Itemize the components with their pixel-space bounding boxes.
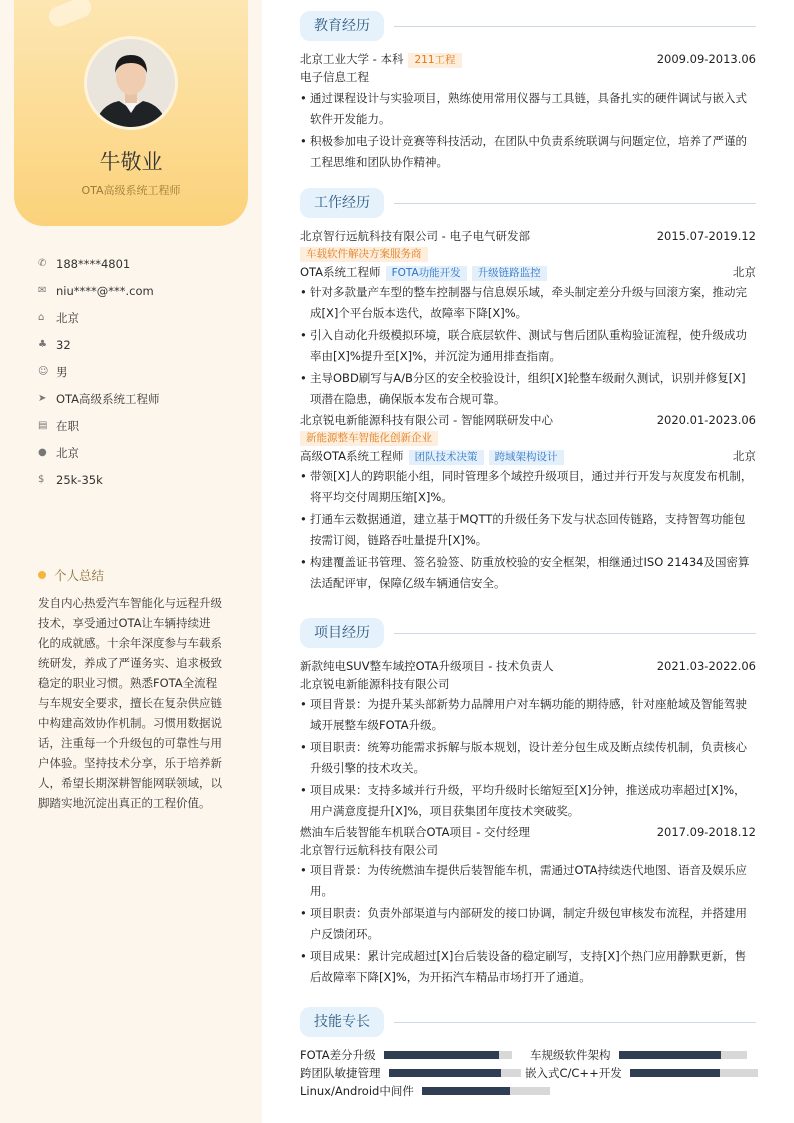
sidebar <box>0 0 262 1123</box>
bullet-item: • 积极参加电子设计竞赛等科技活动，在团队中负责系统联调与问题定位，培养了严谨的工程思维和团队协作精神。 <box>300 131 756 172</box>
info-row <box>38 250 248 277</box>
skill-bar-fill <box>389 1069 501 1077</box>
info-text: 北京 <box>56 445 79 460</box>
role-title: OTA系统工程师 <box>300 264 381 279</box>
job-entry <box>300 227 756 409</box>
job-header <box>300 227 756 245</box>
bullet-item: • 打通车云数据通道，建立基于MQTT的升级任务下发与状态回传链路，支持智驾功能包按需订阅，链路吞吐量提升[X]%。 <box>300 509 756 550</box>
bullet-item: • 通过课程设计与实验项目，熟练使用常用仪器与工具链，具备扎实的硬件调试与嵌入式软件开发能力。 <box>300 88 756 129</box>
skill-tag: 团队技术决策 <box>409 450 484 465</box>
info-row <box>38 358 248 385</box>
home-icon: ⌂ <box>38 312 45 323</box>
skill-bar-fill <box>619 1051 721 1059</box>
project-company: 北京锐电新能源科技有限公司 <box>300 677 450 691</box>
job-entry <box>300 411 756 593</box>
project-company: 北京智行远航科技有限公司 <box>300 843 438 857</box>
section-title: 技能专长 <box>300 1007 384 1037</box>
education-bullets <box>300 88 756 172</box>
bullet-item: • 项目成果：累计完成超过[X]台后装设备的稳定刷写，支持[X]个热门应用静默更新，售后故障率下降[X]%，为开拓汽车精品市场打开了通道。 <box>300 946 756 987</box>
skill-bar-fill <box>384 1051 499 1059</box>
skill-name: 跨团队敏捷管理 <box>300 1066 381 1080</box>
skill-item <box>300 1046 512 1064</box>
bullet-item: • 项目背景：为传统燃油车提供后装智能车机，需通过OTA持续迭代地图、语音及娱乐应用。 <box>300 860 756 901</box>
education-section <box>300 11 756 172</box>
project-name: 燃油车后装智能车机联合OTA项目 - 交付经理 <box>300 825 531 839</box>
company-name: 北京智行远航科技有限公司 - 电子电气研发部 <box>300 229 530 243</box>
info-row <box>38 331 248 358</box>
project-date: 2017.09-2018.12 <box>656 825 756 839</box>
project-entry <box>300 823 756 987</box>
project-name: 新款纯电SUV整车域控OTA升级项目 - 技术负责人 <box>300 659 554 673</box>
avatar <box>84 36 178 130</box>
skill-tag: 升级链路监控 <box>472 266 547 281</box>
bullet-dot-icon <box>38 571 46 579</box>
info-text: niu****@***.com <box>56 283 154 298</box>
info-row <box>38 304 248 331</box>
skill-name: 车规级软件架构 <box>530 1048 611 1062</box>
industry-row <box>300 245 756 263</box>
divider <box>394 1022 756 1023</box>
skill-bar <box>422 1087 550 1095</box>
info-text: 男 <box>56 364 68 379</box>
candidate-name: 牛敬业 <box>99 150 163 174</box>
major: 电子信息工程 <box>300 70 369 84</box>
job-date: 2015.07-2019.12 <box>656 229 756 243</box>
projects-section <box>300 618 756 987</box>
role-row <box>300 447 756 465</box>
section-title: 工作经历 <box>300 188 384 218</box>
bullet-item: • 主导OBD刷写与A/B分区的安全校验设计，组织[X]轮整车级耐久测试，识别并修复[X]项潜在隐患，确保版本发布合规可靠。 <box>300 368 756 409</box>
summary-text: 发自内心热爱汽车智能化与远程升级技术，享受通过OTA让车辆持续进化的成就感。十余年深度参与车载系统研发，养成了严谨务实、追求极致稳定的职业习惯。熟悉FOTA全流程与车规安全要求，擅长在复杂供应链中构建高效协作机制。习惯用数据说话，注重每一个升级包的可靠性与用户体验。坚持技术分享，乐于培养新人，希望长期深耕智能网联领域，以脚踏实地沉淀出真正的工程价值。 <box>38 596 222 810</box>
info-text: 32 <box>56 337 71 352</box>
project-header <box>300 657 756 675</box>
work-section <box>300 188 756 593</box>
bullet-item: • 项目背景：为提升某头部新势力品牌用户对车辆功能的期待感，针对座舱域及智能驾驶域开展整车级FOTA升级。 <box>300 694 756 735</box>
industry-tag: 车载软件解决方案服务商 <box>300 247 428 262</box>
phone-icon: ✆ <box>38 258 47 269</box>
skill-bar <box>630 1069 758 1077</box>
divider <box>394 633 756 634</box>
bullet-item: • 项目职责：统筹功能需求拆解与版本规划，设计差分包生成及断点续传机制，负责核心升级引擎的技术攻关。 <box>300 737 756 778</box>
industry-row <box>300 429 756 447</box>
skill-bar <box>619 1051 747 1059</box>
briefcase-icon: ▤ <box>38 420 48 431</box>
location-icon: ● <box>38 447 47 458</box>
info-row <box>38 466 248 493</box>
job-header <box>300 411 756 429</box>
education-date: 2009.09-2013.06 <box>656 52 756 66</box>
project-header <box>300 823 756 841</box>
skills-section <box>300 1007 756 1037</box>
role-row <box>300 263 756 281</box>
mail-icon: ✉ <box>38 285 47 296</box>
skill-bar <box>389 1069 521 1077</box>
project-entry <box>300 657 756 821</box>
bullet-item: • 项目职责：负责外部渠道与内部研发的接口协调，制定升级包审核发布流程，并搭建用户反馈闭环。 <box>300 903 756 944</box>
candidate-title: OTA高级系统工程师 <box>81 184 181 197</box>
info-text: 在职 <box>56 418 79 433</box>
skill-item <box>300 1082 550 1100</box>
contact-info <box>38 250 248 493</box>
divider <box>394 26 756 27</box>
info-text: 188****4801 <box>56 256 131 271</box>
project-date: 2021.03-2022.06 <box>656 659 756 673</box>
skill-item <box>530 1046 747 1064</box>
skill-bar <box>384 1051 512 1059</box>
skill-bar-fill <box>630 1069 720 1077</box>
decoration-shape <box>46 0 94 30</box>
job-city: 北京 <box>733 449 756 463</box>
skill-tag: 跨域架构设计 <box>489 450 564 465</box>
skill-name: 嵌入式C/C++开发 <box>525 1066 622 1080</box>
job-list <box>300 227 756 593</box>
info-text: 25k-35k <box>56 472 103 487</box>
info-row <box>38 385 248 412</box>
section-title: 项目经历 <box>300 618 384 648</box>
divider <box>394 203 756 204</box>
company-name: 北京锐电新能源科技有限公司 - 智能网联研发中心 <box>300 413 553 427</box>
bullet-item: • 项目成果：支持多域并行升级，平均升级时长缩短至[X]分钟，推送成功率超过[X]%，用户满意度提升[X]%，项目获集团年度技术突破奖。 <box>300 780 756 821</box>
bullet-item: • 引入自动化升级模拟环境，联合底层软件、测试与售后团队重构验证流程，使升级成功率由[X]%提升至[X]%，并沉淀为通用排查指南。 <box>300 325 756 366</box>
job-date: 2020.01-2023.06 <box>656 413 756 427</box>
gender-icon: ☺ <box>38 366 49 377</box>
skill-item <box>300 1064 521 1082</box>
role-group <box>300 264 547 281</box>
info-row <box>38 277 248 304</box>
info-row <box>38 412 248 439</box>
cake-icon: ♣ <box>38 339 47 350</box>
school-name: 北京工业大学 - 本科 <box>300 51 404 66</box>
section-title: 教育经历 <box>300 11 384 41</box>
skill-name: Linux/Android中间件 <box>300 1084 414 1098</box>
send-icon: ➤ <box>38 393 47 404</box>
summary-heading: 个人总结 <box>38 566 104 584</box>
bullet-item: • 构建覆盖证书管理、签名验签、防重放校验的安全框架，相继通过ISO 21434及国密算法适配评审，保障亿级车辆通信安全。 <box>300 552 756 593</box>
info-text: OTA高级系统工程师 <box>56 391 160 406</box>
bullet-item: • 带领[X]人的跨职能小组，同时管理多个域控升级项目，通过并行开发与灰度发布机制，将平均交付周期压缩[X]%。 <box>300 466 756 507</box>
school-tag: 211工程 <box>408 53 461 68</box>
role-group <box>300 448 564 465</box>
industry-tag: 新能源整车智能化创新企业 <box>300 431 438 446</box>
info-text: 北京 <box>56 310 79 325</box>
skill-tag: FOTA功能开发 <box>386 266 467 281</box>
role-title: 高级OTA系统工程师 <box>300 448 404 463</box>
skill-item <box>525 1064 758 1082</box>
avatar-photo-icon <box>87 39 175 127</box>
project-list <box>300 657 756 987</box>
salary-icon: $ <box>38 474 45 485</box>
skill-bar-fill <box>422 1087 510 1095</box>
bullet-item: • 针对多款量产车型的整车控制器与信息娱乐域，牵头制定差分升级与回滚方案，推动完成[X]个平台版本迭代，故障率下降[X]%。 <box>300 282 756 323</box>
info-row <box>38 439 248 466</box>
skill-name: FOTA差分升级 <box>300 1048 376 1062</box>
job-city: 北京 <box>733 265 756 279</box>
